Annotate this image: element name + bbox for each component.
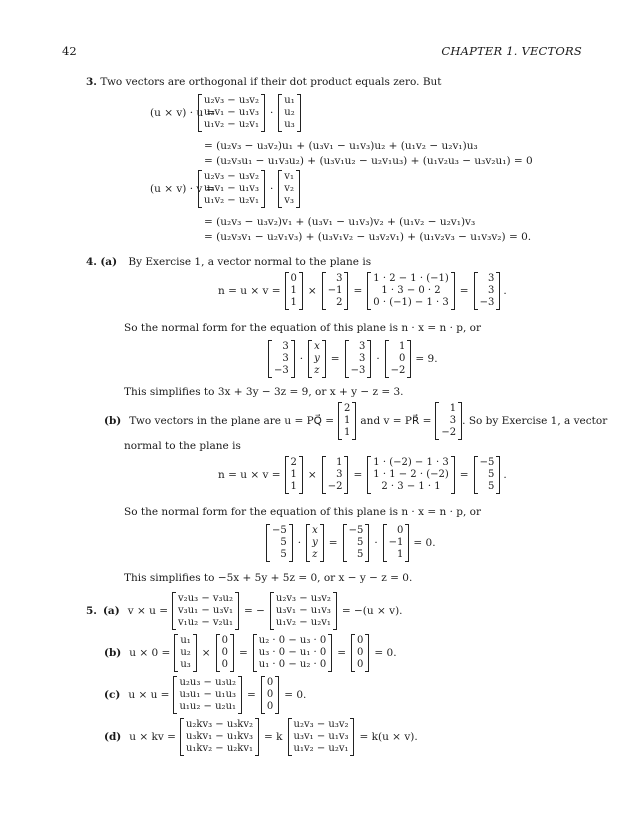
exercise-3-intro [86, 76, 442, 89]
matrix-entry: u₂v₃ − u₃v₂ [293, 719, 349, 730]
equation-result: = 9. [415, 352, 438, 365]
equation-result: = k(u × v). [359, 730, 418, 743]
exercise-4a-cross [218, 272, 507, 310]
matrix [270, 592, 337, 630]
matrix-entry: 3 [282, 353, 289, 364]
matrix [367, 456, 454, 494]
matrix-entry: u₁kv₂ − u₂kv₁ [185, 743, 254, 754]
matrix-entry: 3 [358, 341, 366, 352]
matrix-entry: 3 [336, 469, 343, 480]
matrix-entry: x [312, 525, 318, 536]
matrix-v [278, 170, 300, 208]
matrix-entry: y [312, 537, 318, 548]
equation-lhs: v × u = [127, 604, 169, 617]
page-number: 42 [62, 44, 77, 58]
matrix-entry: 2 [290, 457, 297, 468]
equals-operator: = [330, 352, 340, 365]
matrix-entry: u₂v₃ − u₃v₂ [204, 95, 259, 106]
matrix-entry: u₂ · 0 − u₃ · 0 [258, 635, 327, 646]
matrix-entry: 5 [356, 537, 364, 548]
matrix [174, 634, 196, 672]
matrix-entry: 1 · (−2) − 1 · 3 [373, 457, 449, 468]
part-label: (a) [100, 256, 118, 268]
matrix-entry: −5 [272, 525, 287, 536]
matrix-entry: 0 [266, 689, 274, 700]
part-label: (c) [104, 688, 121, 701]
equation-lhs: (u × v) · u = [150, 106, 216, 119]
period: . [503, 284, 507, 297]
equals-operator: = [459, 284, 469, 297]
matrix-entry: 3 [358, 353, 366, 364]
matrix-entry: u₂kv₃ − u₃kv₂ [185, 719, 254, 730]
exercise-4b-normal-text: So the normal form for the equation of this plane is n · x = n · p, or [124, 506, 482, 518]
matrix-entry: −3 [350, 365, 366, 376]
matrix-entry: u₁ [180, 635, 191, 646]
matrix-entry: −2 [441, 427, 457, 438]
part-label: (a) [102, 604, 120, 617]
matrix-entry: 3 [487, 285, 495, 296]
matrix-entry: u₂u₃ − u₃u₂ [179, 677, 237, 688]
matrix-entry: 0 [266, 677, 274, 688]
exercise-4a-simplify: This simplifies to 3x + 3y − 3z = 9, or x + y − z = 3. [124, 386, 404, 398]
matrix-entry: u₃v₁ − u₁v₃ [275, 605, 331, 616]
matrix-entry: 1 [397, 549, 404, 560]
matrix-entry: 2 · 3 − 1 · 1 [381, 481, 441, 492]
matrix-entry: u₁u₂ − u₂u₁ [179, 701, 237, 712]
equation-mid: = − [243, 604, 265, 617]
matrix-entry: 0 [397, 525, 404, 536]
matrix-entry: 3 [449, 415, 457, 426]
matrix-entry: u₃u₁ − u₁u₃ [179, 689, 237, 700]
matrix [285, 272, 303, 310]
matrix-entry: u₃v₁ − u₁v₃ [293, 731, 349, 742]
exercise-text: Two vectors in the plane are u = PQ⃗ = [129, 414, 335, 427]
matrix [351, 634, 369, 672]
matrix [266, 524, 293, 562]
matrix-entry: 3 [282, 341, 289, 352]
matrix-entry: 1 · 3 − 0 · 2 [381, 285, 441, 296]
matrix [180, 718, 259, 756]
part-label: (b) [104, 646, 122, 659]
matrix-entry: −3 [274, 365, 289, 376]
exercise-4b-intro [104, 402, 607, 440]
exercise-5b [104, 634, 397, 672]
matrix-entry: 1 [290, 285, 297, 296]
matrix [383, 524, 410, 562]
exercise-4b-normal-eq [266, 524, 436, 562]
equals-operator: = [337, 646, 347, 659]
exercise-3-line2: = (u₂v₃u₁ − u₁v₃u₂) + (u₃v₁u₂ − u₂v₁u₃) + (u₁v₂u₃ − u₃v₂u₁) = 0 [204, 155, 533, 167]
equation-lhs: n = u × v = [218, 468, 281, 481]
matrix-entry: 1 [344, 427, 351, 438]
matrix-entry: 2 [344, 403, 351, 414]
matrix [308, 340, 326, 378]
matrix-entry: 1 [290, 481, 297, 492]
matrix [345, 340, 372, 378]
matrix-entry: u₃ [180, 659, 191, 670]
dot-operator: · [299, 352, 304, 365]
period: . [503, 468, 507, 481]
matrix-entry: 1 [290, 469, 297, 480]
matrix [268, 340, 295, 378]
matrix-entry: 0 [221, 647, 228, 658]
matrix-entry: v₂u₃ − v₃u₂ [178, 593, 233, 604]
matrix [322, 456, 349, 494]
equation-lhs: (u × v) · v = [150, 182, 215, 195]
equation-result: = 0. [413, 536, 436, 549]
matrix [343, 524, 370, 562]
matrix-entry: 3 [336, 273, 343, 284]
exercise-4a-normal-text: So the normal form for the equation of this plane is n · x = n · p, or [124, 322, 482, 334]
dot-operator: · [376, 352, 380, 365]
chapter-title: CHAPTER 1. VECTORS [441, 44, 582, 58]
equals-operator: = [238, 646, 248, 659]
matrix-entry: u₂ [180, 647, 191, 658]
equation-result: = 0. [284, 688, 307, 701]
matrix-entry: 1 [336, 457, 343, 468]
exercise-text: and v = PR⃗ = [360, 414, 432, 427]
matrix-entry: −2 [327, 481, 343, 492]
matrix-entry: 5 [487, 481, 495, 492]
matrix-entry: 1 · 1 − 2 · (−2) [373, 469, 449, 480]
equation-lhs: n = u × v = [218, 284, 281, 297]
matrix [172, 592, 239, 630]
matrix-entry: 0 [357, 659, 364, 670]
matrix-entry: u₃kv₁ − u₁kv₃ [185, 731, 254, 742]
matrix-entry: 5 [356, 549, 364, 560]
page-header [62, 44, 582, 62]
equals-operator: = [247, 688, 256, 701]
matrix [385, 340, 412, 378]
matrix-entry: u₂v₃ − u₃v₂ [275, 593, 331, 604]
matrix-entry: 0 [221, 635, 228, 646]
equation-result: = 0. [374, 646, 397, 659]
matrix-entry: 1 [290, 297, 297, 308]
exercise-4a-intro [86, 256, 371, 269]
matrix-entry: 5 [280, 549, 287, 560]
dot-operator: · [269, 106, 274, 119]
matrix-pq [338, 402, 356, 440]
matrix-entry: u₂v₃ − u₃v₂ [204, 171, 259, 182]
matrix-entry: 1 · 2 − 1 · (−1) [373, 273, 449, 284]
matrix [261, 676, 279, 714]
matrix-entry: u₃ [284, 119, 295, 130]
matrix-entry: u₃ · 0 − u₁ · 0 [258, 647, 327, 658]
matrix-entry: v₁ [284, 171, 294, 182]
exercise-3-line1: = (u₂v₃ − u₃v₂)u₁ + (u₃v₁ − u₁v₃)u₂ + (u₁v₂ − u₂v₁)u₃ [204, 140, 478, 152]
exercise-4a-normal-eq [268, 340, 438, 378]
matrix-entry: −5 [479, 457, 495, 468]
matrix-u [278, 94, 300, 132]
matrix-entry: 0 · (−1) − 1 · 3 [373, 297, 449, 308]
matrix-entry: u₁v₂ − u₂v₁ [275, 617, 331, 628]
dot-operator: · [297, 536, 302, 549]
matrix-entry: v₁u₂ − v₂u₁ [178, 617, 233, 628]
matrix-entry: u₁ [284, 95, 295, 106]
matrix-entry: 1 [399, 341, 406, 352]
matrix [216, 634, 234, 672]
matrix-entry: 0 [399, 353, 406, 364]
matrix-entry: −2 [390, 365, 406, 376]
matrix [288, 718, 355, 756]
dot-operator: · [269, 182, 274, 195]
equation-result: = −(u × v). [341, 604, 403, 617]
matrix [253, 634, 332, 672]
matrix-entry: 0 [357, 635, 364, 646]
matrix-entry: −3 [479, 297, 495, 308]
matrix-entry: u₁v₂ − u₂v₁ [204, 195, 259, 206]
part-label: (d) [104, 730, 122, 743]
matrix-entry: −5 [348, 525, 364, 536]
matrix-cross [198, 94, 265, 132]
matrix-entry: −1 [388, 537, 404, 548]
exercise-4b-cross [218, 456, 507, 494]
matrix-entry: u₃v₁ − u₁v₃ [204, 183, 259, 194]
matrix-entry: u₁v₂ − u₂v₁ [293, 743, 349, 754]
matrix-entry: v₃u₁ − u₃v₁ [178, 605, 233, 616]
cross-operator: × [307, 468, 317, 481]
exercise-3-eq1 [150, 94, 301, 132]
matrix [173, 676, 242, 714]
exercise-5a [86, 592, 403, 630]
exercise-text: Two vectors are orthogonal if their dot product equals zero. But [100, 76, 442, 88]
matrix-entry: u₂ [284, 107, 295, 118]
equation-lhs: u × kv = [129, 730, 176, 743]
matrix-entry: u₃v₁ − u₁v₃ [204, 107, 259, 118]
exercise-5d [104, 718, 418, 756]
equals-operator: = [328, 536, 338, 549]
equation-lhs: u × u = [128, 688, 170, 701]
matrix-entry: v₂ [284, 183, 294, 194]
matrix-entry: z [314, 365, 320, 376]
matrix-entry: x [314, 341, 320, 352]
matrix-entry: z [312, 549, 318, 560]
matrix-entry: 1 [344, 415, 351, 426]
matrix-entry: u₁v₂ − u₂v₁ [204, 119, 259, 130]
cross-operator: × [201, 646, 211, 659]
dot-operator: · [374, 536, 378, 549]
equals-operator: = [353, 284, 363, 297]
matrix-entry: v₃ [284, 195, 294, 206]
exercise-3-line3: = (u₂v₃ − u₃v₂)v₁ + (u₃v₁ − u₁v₃)v₂ + (u₁v₂ − u₂v₁)v₃ [204, 216, 476, 228]
exercise-3-eq2 [150, 170, 300, 208]
matrix-entry: 2 [336, 297, 343, 308]
matrix [367, 272, 454, 310]
matrix-entry: 1 [449, 403, 457, 414]
matrix-entry: −1 [327, 285, 343, 296]
equation-lhs: u × 0 = [129, 646, 171, 659]
matrix-entry: 0 [357, 647, 364, 658]
exercise-number: 4. [86, 256, 97, 268]
equation-mid: = k [264, 730, 283, 743]
equals-operator: = [353, 468, 363, 481]
matrix [285, 456, 303, 494]
matrix-entry: 0 [221, 659, 228, 670]
exercise-4b-text4: normal to the plane is [124, 440, 241, 452]
matrix-cross [198, 170, 265, 208]
exercise-text: By Exercise 1, a vector normal to the plane is [128, 256, 372, 268]
matrix-entry: 0 [266, 701, 274, 712]
part-label: (b) [104, 414, 122, 427]
equals-operator: = [459, 468, 469, 481]
matrix-entry: y [314, 353, 320, 364]
matrix [474, 456, 501, 494]
exercise-3-line4: = (u₂v₃v₁ − u₂v₁v₃) + (u₃v₁v₂ − u₃v₂v₁) + (u₁v₂v₃ − u₁v₃v₂) = 0. [204, 231, 532, 243]
exercise-number: 5. [86, 604, 97, 617]
exercise-number: 3. [86, 76, 97, 88]
matrix [322, 272, 349, 310]
cross-operator: × [307, 284, 317, 297]
matrix-pr [435, 402, 462, 440]
matrix-entry: 5 [487, 469, 495, 480]
exercise-4b-simplify: This simplifies to −5x + 5y + 5z = 0, or x − y − z = 0. [124, 572, 413, 584]
matrix-entry: 0 [290, 273, 297, 284]
matrix-entry: 5 [280, 537, 287, 548]
exercise-text: . So by Exercise 1, a vector [462, 414, 608, 427]
matrix [474, 272, 501, 310]
exercise-5c [104, 676, 306, 714]
matrix [306, 524, 324, 562]
matrix-entry: u₁ · 0 − u₂ · 0 [258, 659, 327, 670]
matrix-entry: 3 [487, 273, 495, 284]
